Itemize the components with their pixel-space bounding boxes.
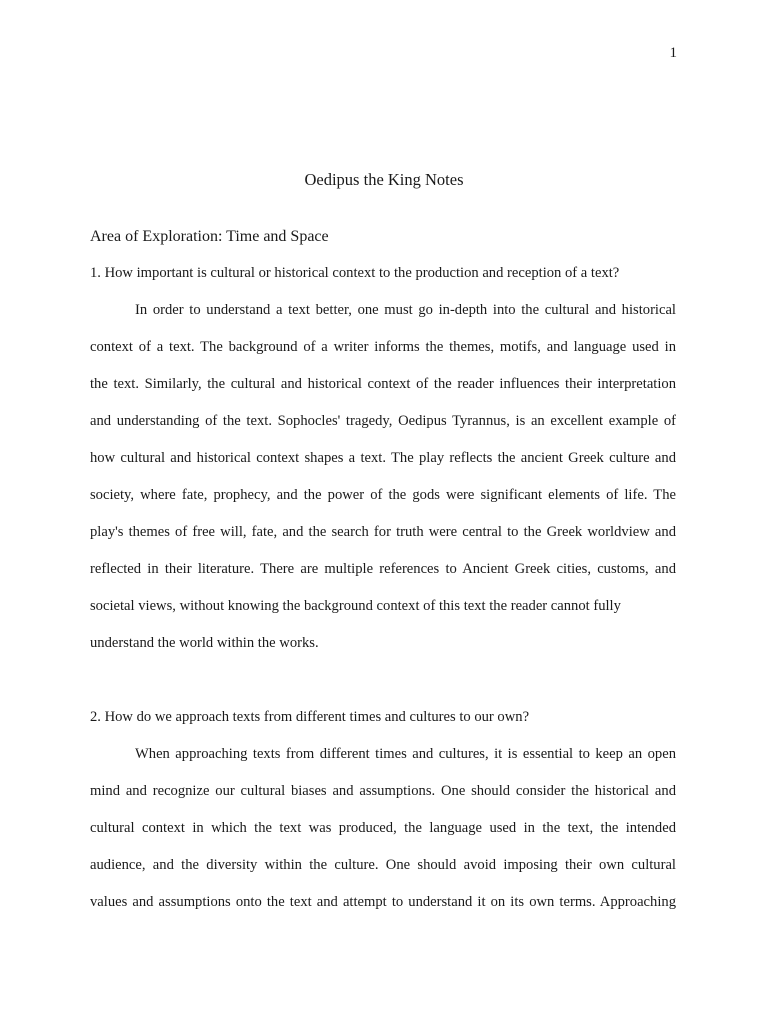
section-2-line: cultural context in which the text was produced, the language used in the text, the intended bbox=[90, 820, 676, 836]
section-1 bbox=[90, 255, 676, 662]
area-of-exploration-heading: Area of Exploration: Time and Space bbox=[90, 228, 329, 245]
section-2-line: values and assumptions onto the text and attempt to understand it on its own terms. Approaching bbox=[90, 894, 676, 910]
section-2-line: mind and recognize our cultural biases and assumptions. One should consider the historical and bbox=[90, 783, 676, 799]
section-1-line: In order to understand a text better, one must go in-depth into the cultural and historical bbox=[135, 302, 676, 318]
section-1-line: the text. Similarly, the cultural and historical context of the reader influences their interpretation bbox=[90, 376, 676, 392]
question-2-heading: 2. How do we approach texts from different times and cultures to our own? bbox=[90, 709, 530, 725]
section-1-line: societal views, without knowing the background context of this text the reader cannot fully bbox=[90, 598, 621, 614]
section-2-line: When approaching texts from different times and cultures, it is essential to keep an open bbox=[135, 746, 676, 762]
section-2-line: audience, and the diversity within the culture. One should avoid imposing their own cultural bbox=[90, 857, 676, 873]
section-2 bbox=[90, 699, 676, 921]
page-number: 1 bbox=[669, 45, 677, 61]
section-1-line: context of a text. The background of a writer informs the themes, motifs, and language used in bbox=[90, 339, 676, 355]
section-1-line: understand the world within the works. bbox=[90, 635, 319, 651]
section-1-line: how cultural and historical context shapes a text. The play reflects the ancient Greek culture and bbox=[90, 450, 676, 466]
document-title: Oedipus the King Notes bbox=[304, 170, 464, 189]
section-1-line: society, where fate, prophecy, and the power of the gods were significant elements of life. The bbox=[90, 487, 676, 503]
section-1-line: and understanding of the text. Sophocles' tragedy, Oedipus Tyrannus, is an excellent example of bbox=[90, 413, 676, 429]
section-1-line: play's themes of free will, fate, and the search for truth were central to the Greek worldview and bbox=[90, 524, 676, 540]
question-1-heading: 1. How important is cultural or historical context to the production and reception of a text? bbox=[90, 265, 620, 281]
section-1-line: reflected in their literature. There are multiple references to Ancient Greek cities, customs, and bbox=[90, 561, 676, 577]
